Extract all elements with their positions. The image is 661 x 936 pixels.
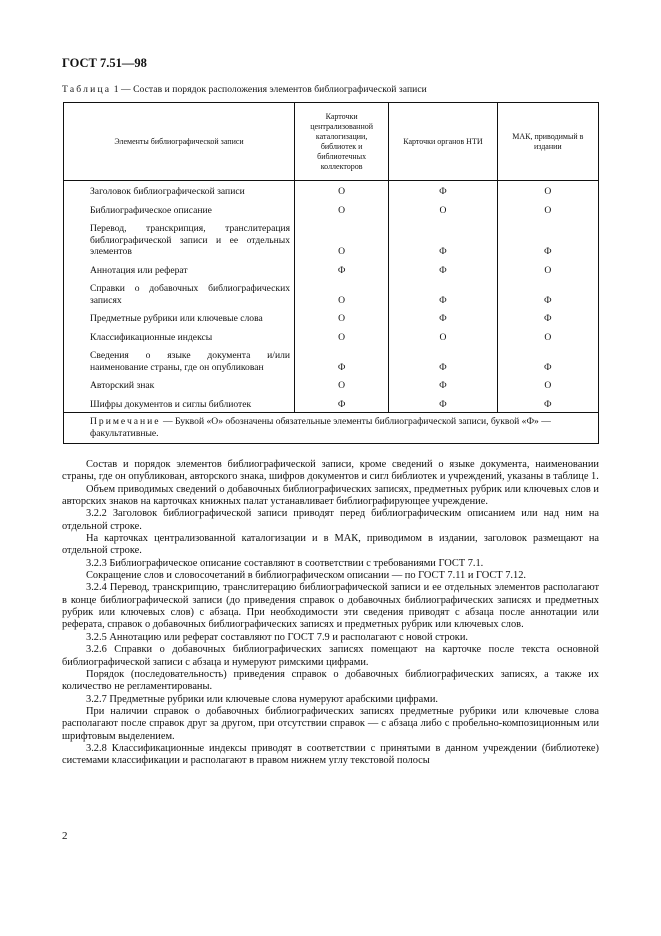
table-row xyxy=(64,393,599,413)
paragraph: При наличии справок о добавочных библиографических записях предметные рубрики или ключевые слова располагают после справок друг за другом, при отсутствии справок — с абзаца либо с пробельно-композиционным или шрифтовым выделением. xyxy=(62,705,599,742)
row-value-mak: О xyxy=(497,199,598,218)
table-row xyxy=(64,344,599,374)
table-row xyxy=(64,374,599,393)
table-note xyxy=(64,413,599,444)
table-row xyxy=(64,326,599,345)
table-note-row xyxy=(64,413,599,444)
row-element-name: Классификационные индексы xyxy=(64,326,295,345)
row-element-name: Справки о добавочных библиографических записях xyxy=(64,277,295,307)
row-value-nti: Ф xyxy=(389,344,497,374)
paragraph: Состав и порядок элементов библиографической записи, кроме сведений о языке документа, наименовании страны, где он опубликован, авторского знака, шифров документов и сигл библиотек и учреждений, указаны в таблице 1. xyxy=(62,459,599,483)
row-value-nti: Ф xyxy=(389,181,497,199)
row-element-name: Сведения о языке документа и/или наименование страны, где он опубликован xyxy=(64,344,295,374)
row-value-mak: Ф xyxy=(497,217,598,259)
row-value-central: О xyxy=(295,277,389,307)
paragraph: Сокращение слов и словосочетаний в библиографическом описании — по ГОСТ 7.11 и ГОСТ 7.12. xyxy=(86,570,527,582)
table-note-text: — Буквой «О» обозначены обязательные элементы библиографической записи, буквой «Ф» — факультативные. xyxy=(90,416,551,439)
row-value-central: Ф xyxy=(295,393,389,413)
paragraph: 3.2.6 Справки о добавочных библиографических записях помещают на карточке после текста основной библиографической записи с абзаца и нумеруют римскими цифрами. xyxy=(62,644,599,668)
row-value-mak: О xyxy=(497,181,598,199)
row-element-name: Предметные рубрики или ключевые слова xyxy=(64,307,295,326)
column-header-mak: МАК, приводимый в издании xyxy=(497,103,598,181)
paragraph: Порядок (последовательность) приведения справок о добавочных библиографических записях, а также их количество не регламентированы. xyxy=(62,668,599,693)
paragraph: 3.2.5 Аннотацию или реферат составляют по ГОСТ 7.9 и располагают с новой строки. xyxy=(86,631,468,643)
paragraph: 3.2.4 Перевод, транскрипцию, транслитерацию библиографической записи и ее отдельных элементов располагают в конце библиографической записи (до приведения справок о добавочных библиографических записях и предметных рубрик или ключевых слов) с абзаца. При необходимости эти сведения приводят с абзаца после аннотации или реферата, справок о добавочных библиографических записях и предметных рубрик или ключевых слов. xyxy=(62,582,599,631)
row-value-mak: Ф xyxy=(497,277,598,307)
table-row xyxy=(64,307,599,326)
composition-table xyxy=(63,102,599,444)
row-value-mak: Ф xyxy=(497,393,598,413)
column-header-nti-cards: Карточки органов НТИ xyxy=(389,103,497,181)
table-row xyxy=(64,217,599,259)
row-element-name: Библиографическое описание xyxy=(64,199,295,218)
row-value-central: Ф xyxy=(295,259,389,278)
row-value-nti: Ф xyxy=(389,259,497,278)
table-row xyxy=(64,199,599,218)
row-value-nti: О xyxy=(389,199,497,218)
table-caption-text: 1 — Состав и порядок расположения элементов библиографической записи xyxy=(113,84,427,95)
row-value-nti: Ф xyxy=(389,374,497,393)
table-row xyxy=(64,181,599,199)
row-element-name: Авторский знак xyxy=(64,374,295,393)
table-row xyxy=(64,259,599,278)
row-element-name: Аннотация или реферат xyxy=(64,259,295,278)
table-caption xyxy=(62,84,427,95)
table-header-row xyxy=(64,103,599,181)
row-element-name: Перевод, транскрипция, транслитерация библиографической записи и ее отдельных элементов xyxy=(64,217,295,259)
paragraph: Объем приводимых сведений о добавочных библиографических записях, предметных рубрик или ключевых слов и авторских знаков на карточках книжных палат устанавливает библиографирующее учреждение. xyxy=(62,483,599,508)
paragraph: 3.2.2 Заголовок библиографической записи приводят перед библиографическим описанием или над ним на отдельной строке. xyxy=(62,508,599,532)
paragraph: 3.2.7 Предметные рубрики или ключевые слова нумеруют арабскими цифрами. xyxy=(86,693,438,705)
page-number: 2 xyxy=(62,830,68,842)
paragraph: На карточках централизованной каталогизации и в МАК, приводимом в издании, заголовок размещают на отдельной строке. xyxy=(62,533,599,557)
row-value-mak: Ф xyxy=(497,344,598,374)
row-element-name: Шифры документов и сиглы библиотек xyxy=(64,393,295,413)
paragraph: 3.2.8 Классификационные индексы приводят в соответствии с принятыми в данном учреждении (библиотеке) системами классификации и располагают в правом нижнем углу текстовой полосы xyxy=(62,742,599,767)
paragraph: 3.2.3 Библиографическое описание составляют в соответствии с требованиями ГОСТ 7.1. xyxy=(86,557,484,569)
row-value-central: О xyxy=(295,181,389,199)
table-note-label: Примечание xyxy=(90,416,161,427)
body-text xyxy=(62,459,599,768)
row-value-mak: О xyxy=(497,326,598,345)
row-value-central: Ф xyxy=(295,344,389,374)
row-value-nti: Ф xyxy=(389,393,497,413)
document-id-header: ГОСТ 7.51—98 xyxy=(62,56,147,70)
row-value-central: О xyxy=(295,374,389,393)
table-row xyxy=(64,277,599,307)
column-header-elements: Элементы библиографической записи xyxy=(64,103,295,181)
row-element-name: Заголовок библиографической записи xyxy=(64,181,295,199)
row-value-nti: Ф xyxy=(389,217,497,259)
row-value-nti: Ф xyxy=(389,307,497,326)
row-value-mak: О xyxy=(497,259,598,278)
row-value-central: О xyxy=(295,307,389,326)
column-header-central-cataloging: Карточки централизованной каталогизации, библиотек и библиотечных коллекторов xyxy=(295,103,389,181)
row-value-central: О xyxy=(295,217,389,259)
row-value-nti: Ф xyxy=(389,277,497,307)
row-value-central: О xyxy=(295,326,389,345)
row-value-nti: О xyxy=(389,326,497,345)
table-caption-label: Таблица xyxy=(62,84,112,95)
row-value-mak: Ф xyxy=(497,307,598,326)
row-value-central: О xyxy=(295,199,389,218)
row-value-mak: О xyxy=(497,374,598,393)
